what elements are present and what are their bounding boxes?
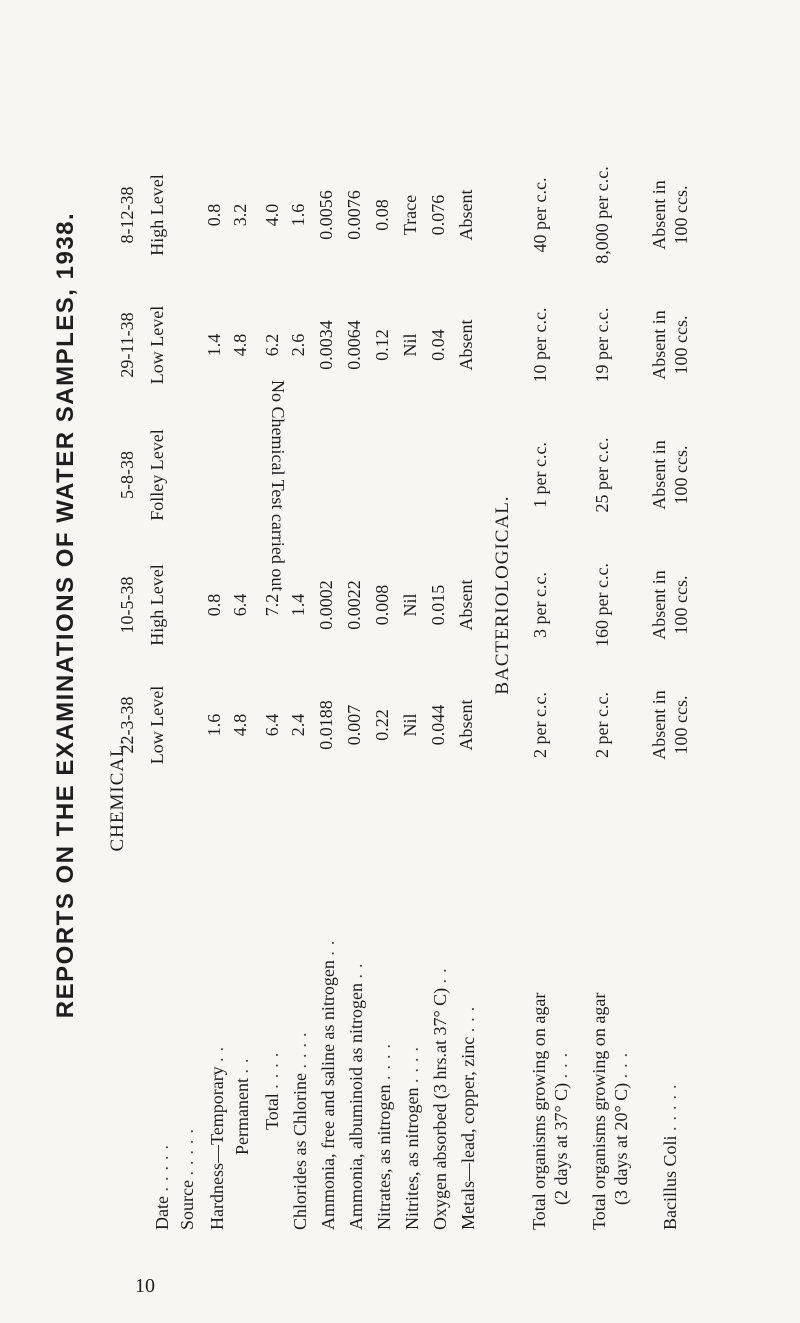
label-ammonia-albuminoid: Ammonia, albuminoid as nitrogen .. bbox=[346, 957, 366, 1230]
label-oxygen: Oxygen absorbed (3 hrs.at 37° C) .. bbox=[430, 962, 450, 1230]
date-1: 22-3-38 bbox=[117, 696, 137, 754]
rotated-page bbox=[52, 0, 800, 1230]
coli-4: Absent in 100 ccs. bbox=[649, 310, 691, 380]
chlorides-5: 1.6 bbox=[288, 203, 308, 227]
agar20-5: 8,000 per c.c. bbox=[592, 166, 612, 264]
no-test-note: No Chemical Test carried out bbox=[268, 380, 288, 592]
ammonia-albuminoid-5: 0.0076 bbox=[344, 190, 364, 240]
metals-5: Absent bbox=[456, 189, 476, 241]
oxygen-4: 0.04 bbox=[428, 329, 448, 361]
source-2: High Level bbox=[147, 564, 167, 646]
label-permanent: Permanent .. bbox=[232, 1052, 252, 1155]
chlorides-2: 1.4 bbox=[288, 593, 308, 617]
total-4: 6.2 bbox=[262, 333, 282, 357]
ammonia-albuminoid-4: 0.0064 bbox=[344, 320, 364, 370]
total-1: 6.4 bbox=[262, 713, 282, 737]
coli-2: Absent in 100 ccs. bbox=[649, 570, 691, 640]
date-5: 8-12-38 bbox=[117, 186, 137, 244]
coli-3: Absent in 100 ccs. bbox=[649, 440, 691, 510]
nitrites-1: Nil bbox=[400, 713, 420, 737]
source-1: Low Level bbox=[147, 685, 167, 765]
label-nitrates: Nitrates, as nitrogen .... bbox=[374, 1038, 394, 1230]
ammonia-free-2: 0.0002 bbox=[316, 580, 336, 630]
temporary-5: 0.8 bbox=[204, 203, 224, 227]
oxygen-2: 0.015 bbox=[428, 584, 448, 626]
source-4: Low Level bbox=[147, 305, 167, 385]
agar20-1: 2 per c.c. bbox=[592, 692, 612, 758]
bacteriological-heading: BACTERIOLOGICAL. bbox=[492, 495, 513, 695]
label-agar-20: Total organisms growing on agar (3 days at 20° C) ... bbox=[589, 992, 631, 1230]
date-2: 10-5-38 bbox=[117, 576, 137, 634]
nitrites-4: Nil bbox=[400, 333, 420, 357]
oxygen-1: 0.044 bbox=[428, 704, 448, 746]
source-5: High Level bbox=[147, 174, 167, 256]
ammonia-free-1: 0.0188 bbox=[316, 700, 336, 750]
label-bacillus-coli: Bacillus Coli ..... bbox=[660, 1078, 680, 1230]
permanent-5: 3.2 bbox=[230, 203, 250, 227]
metals-1: Absent bbox=[456, 699, 476, 751]
label-source: Source ..... bbox=[177, 1123, 197, 1230]
label-agar-37: Total organisms growing on agar (2 days at 37° C) ... bbox=[529, 992, 571, 1230]
agar37-5: 40 per c.c. bbox=[530, 177, 550, 253]
nitrites-2: Nil bbox=[400, 593, 420, 617]
chlorides-4: 2.6 bbox=[288, 333, 308, 357]
page-number: 10 bbox=[135, 1275, 155, 1297]
nitrates-2: 0.008 bbox=[372, 584, 392, 626]
agar37-1: 2 per c.c. bbox=[530, 692, 550, 758]
temporary-2: 0.8 bbox=[204, 593, 224, 617]
nitrites-5: Trace bbox=[400, 194, 420, 236]
agar37-3: 1 per c.c. bbox=[530, 442, 550, 508]
temporary-4: 1.4 bbox=[204, 333, 224, 357]
nitrates-5: 0.08 bbox=[372, 199, 392, 231]
permanent-2: 6.4 bbox=[230, 593, 250, 617]
coli-1: Absent in 100 ccs. bbox=[649, 690, 691, 760]
date-3: 5-8-38 bbox=[117, 451, 137, 499]
label-hardness-temporary: Hardness—Temporary .. bbox=[207, 1040, 227, 1230]
source-3: Folley Level bbox=[147, 429, 167, 521]
chlorides-1: 2.4 bbox=[288, 713, 308, 737]
chemical-heading: CHEMICAL. bbox=[107, 738, 128, 852]
total-2: 7.2 bbox=[262, 593, 282, 617]
agar37-4: 10 per c.c. bbox=[530, 307, 550, 383]
agar37-2: 3 per c.c. bbox=[530, 572, 550, 638]
total-5: 4.0 bbox=[262, 203, 282, 227]
nitrates-4: 0.12 bbox=[372, 329, 392, 361]
temporary-1: 1.6 bbox=[204, 713, 224, 737]
label-nitrites: Nitrites, as nitrogen .... bbox=[402, 1041, 422, 1230]
metals-2: Absent bbox=[456, 579, 476, 631]
permanent-1: 4.8 bbox=[230, 713, 250, 737]
ammonia-albuminoid-2: 0.0022 bbox=[344, 580, 364, 630]
label-date: Date ..... bbox=[152, 1139, 172, 1230]
nitrates-1: 0.22 bbox=[372, 709, 392, 741]
agar20-3: 25 per c.c. bbox=[592, 437, 612, 513]
page-title: REPORTS ON THE EXAMINATIONS OF WATER SAMPLES, 1938. bbox=[52, 211, 79, 1019]
date-4: 29-11-38 bbox=[117, 312, 137, 378]
ammonia-free-5: 0.0056 bbox=[316, 190, 336, 240]
coli-5: Absent in 100 ccs. bbox=[649, 180, 691, 250]
label-total: Total .... bbox=[262, 1046, 282, 1130]
agar20-4: 19 per c.c. bbox=[592, 307, 612, 383]
label-chlorides: Chlorides as Chlorine .... bbox=[290, 1026, 310, 1230]
label-ammonia-free: Ammonia, free and saline as nitrogen .. bbox=[318, 934, 338, 1230]
oxygen-5: 0.076 bbox=[428, 194, 448, 236]
ammonia-free-4: 0.0034 bbox=[316, 320, 336, 370]
agar20-2: 160 per c.c. bbox=[592, 563, 612, 647]
permanent-4: 4.8 bbox=[230, 333, 250, 357]
label-metals: Metals—lead, copper, zinc ... bbox=[458, 1000, 478, 1230]
metals-4: Absent bbox=[456, 319, 476, 371]
ammonia-albuminoid-1: 0.007 bbox=[344, 704, 364, 746]
